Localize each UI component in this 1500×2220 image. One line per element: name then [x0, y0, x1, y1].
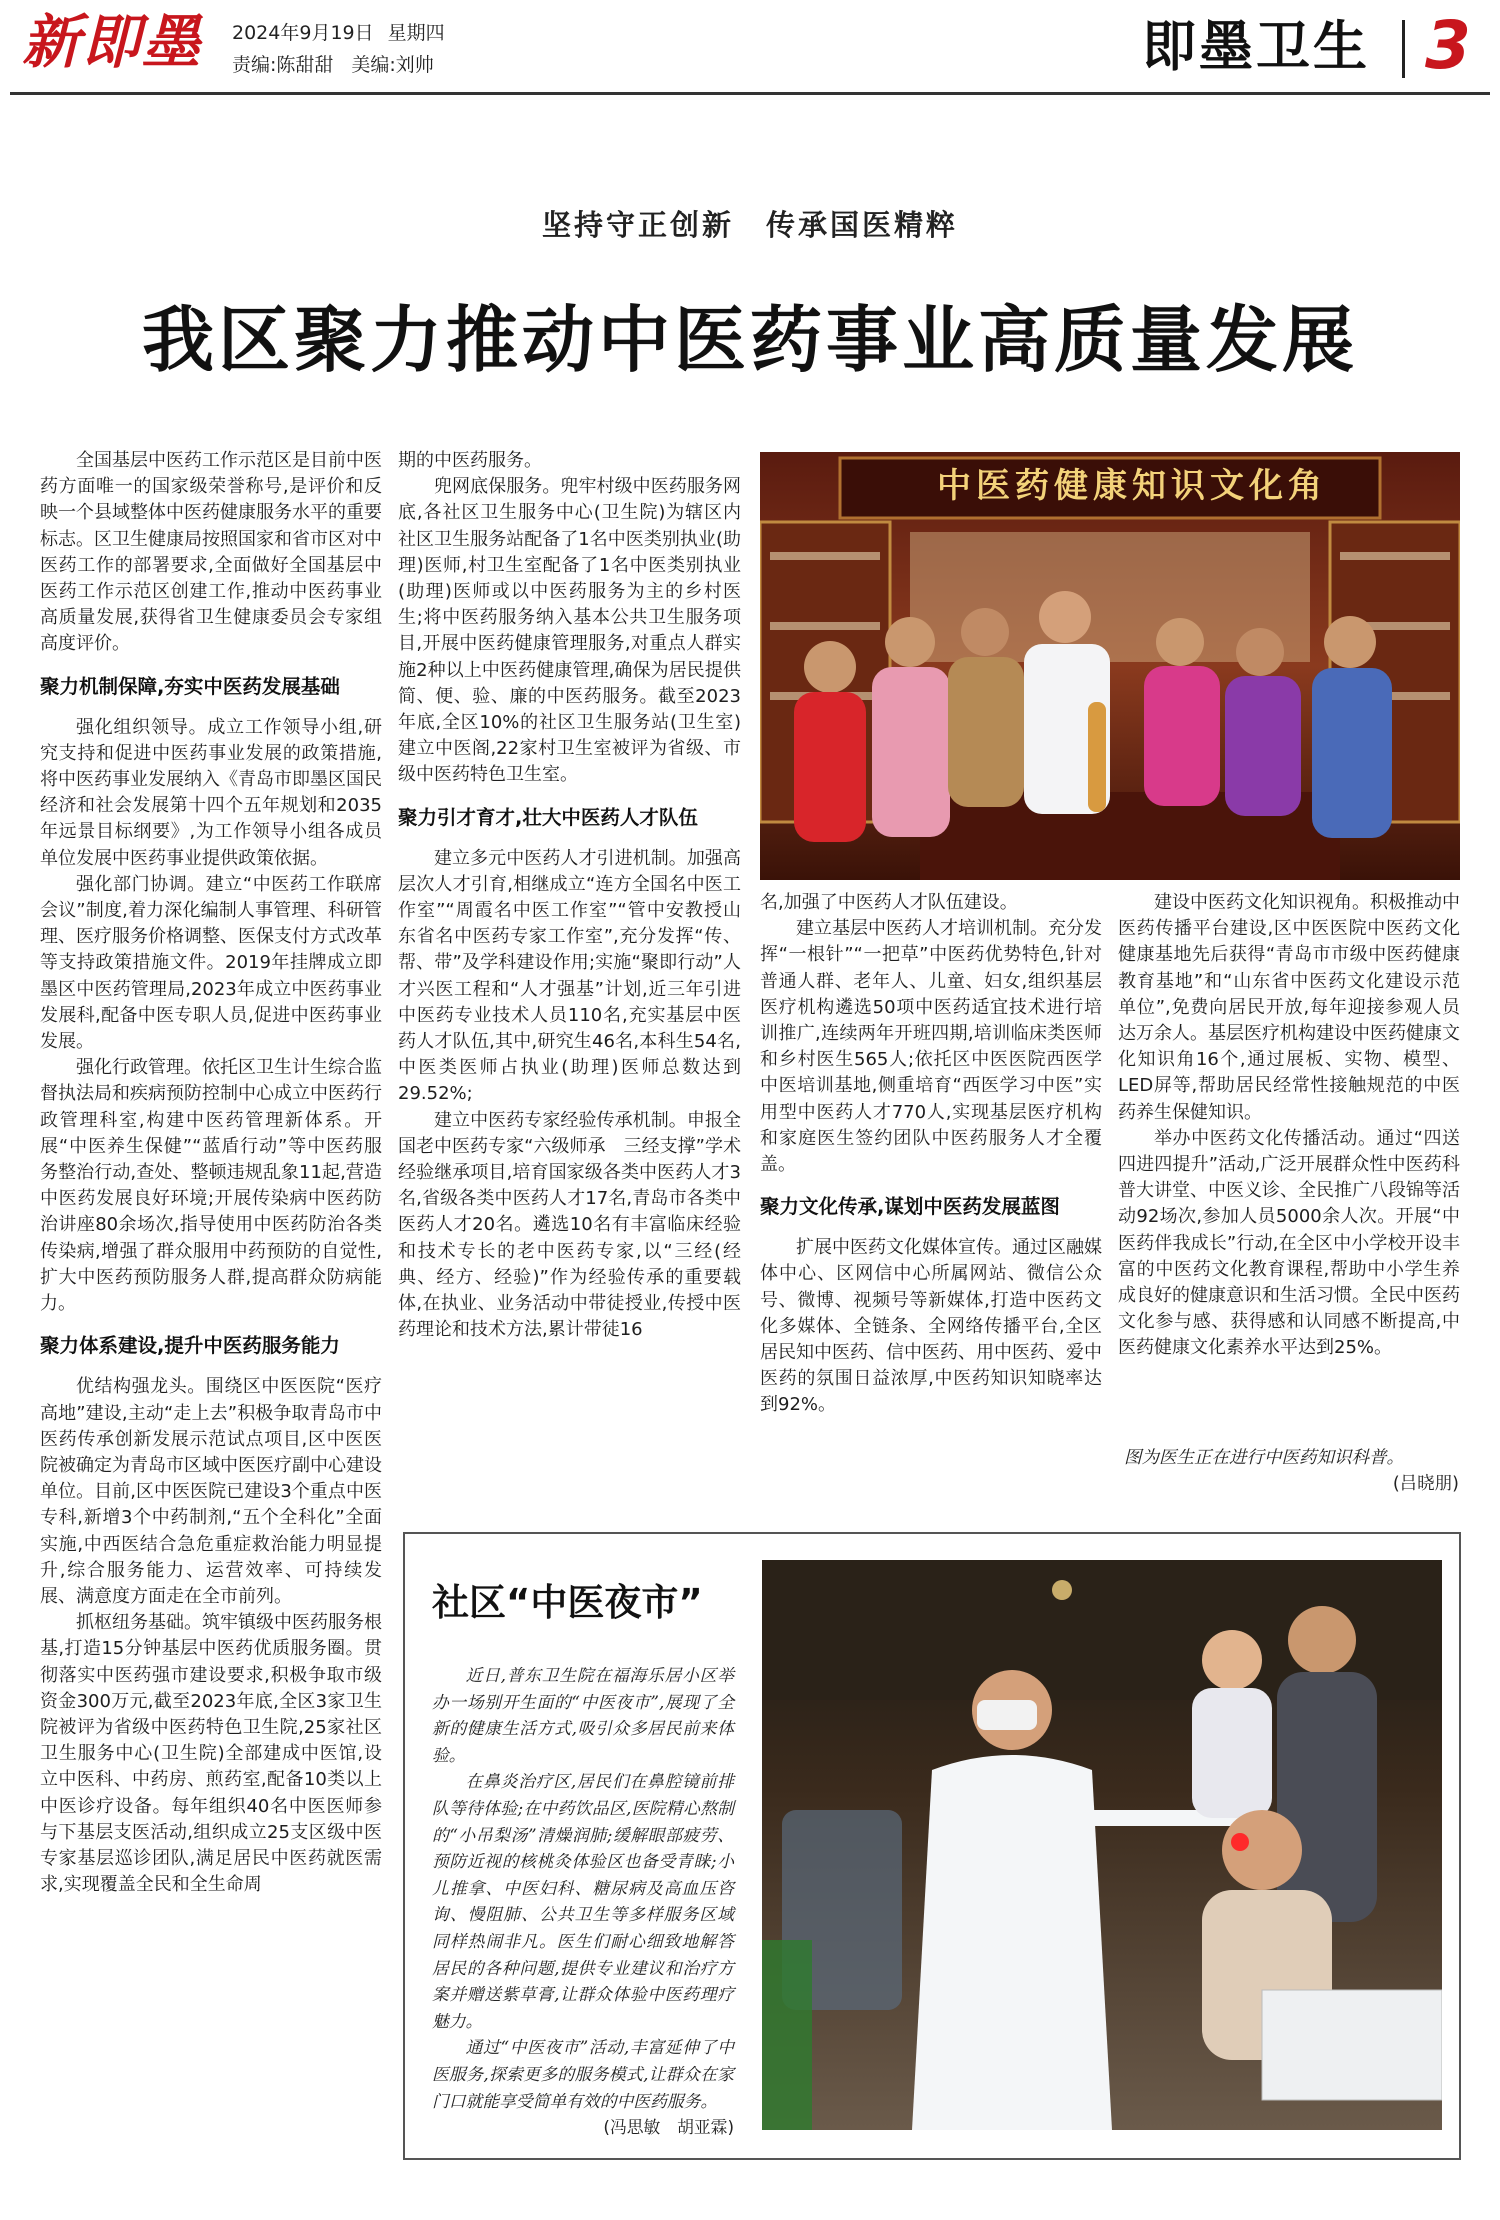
section-heading: 聚力文化传承,谋划中医药发展蓝图 [760, 1195, 1060, 1219]
article-subhead: 坚持守正创新 传承国医精粹 [541, 208, 958, 242]
page-number: 3 [1425, 7, 1471, 84]
paragraph: 强化行政管理。依托区卫生计生综合监督执法局和疾病预防控制中心成立中医药行政管理科室,构建中医药管理新体系。开展“中医养生保健”“蓝盾行动”等中医药服务整治行动,查处、整顿违规乱象11起,营造中医药发展良好环境;开展传染病中医药防治讲座80余场次,指导使用中医药防治各类传染病,增强了群众服用中药预防的自觉性,扩大中医药预防服务人群,提高群众防病能力。 [40, 1057, 382, 1315]
article-column-1 [40, 448, 382, 1898]
paragraph: 建立基层中医药人才培训机制。充分发挥“一根针”“一把草”中医药优势特色,针对普通人群、老年人、儿童、妇女,组织基层医疗机构遴选50项中医药适宜技术进行培训推广,连续两年开班四期,培训临床类医师和乡村医生565人;依托区中医医院西医学中医培训基地,侧重培育“西医学习中医”实用型中医药人才770人,实现基层医疗机构和家庭医生签约团队中医药服务人才全覆盖。 [760, 918, 1102, 1176]
article-headline: 我区聚力推动中医药事业高质量发展 [141, 298, 1358, 382]
photo-tcm-knowledge-corner [760, 452, 1460, 880]
date: 2024年9月19日 [232, 22, 374, 44]
paragraph: 近日,普东卫生院在福海乐居小区举办一场别开生面的“中医夜市”,展现了全新的健康生活方式,吸引众多居民前来体验。 [432, 1665, 734, 1765]
divider [1402, 20, 1405, 78]
paragraph: 期的中医药服务。 [398, 450, 542, 471]
photo-caption [1124, 1445, 1459, 1497]
paragraph: 建设中医药文化知识视角。积极推动中医药传播平台建设,区中医医院中医药文化健康基地先后获得“青岛市市级中医药健康教育基地”和“山东省中医药文化建设示范单位”,免费向居民开放,每年迎接参观人员达万余人。基层医疗机构建设中医药健康文化知识角16个,通过展板、实物、模型、LED屏等,帮助居民经常性接触规范的中医药养生保健知识。 [1118, 892, 1460, 1123]
masthead-rule [10, 92, 1490, 95]
knowledge-corner-sign: 中医药健康知识文化角 [937, 466, 1327, 506]
section-heading: 聚力引才育才,壮大中医药人才队伍 [398, 805, 698, 829]
section-heading: 聚力体系建设,提升中医药服务能力 [40, 1334, 340, 1358]
photo-tcm-night-market [762, 1560, 1442, 2130]
paragraph: 举办中医药文化传播活动。通过“四送四进四提升”活动,广泛开展群众性中医药科普大讲堂、中医义诊、全民推广八段锦等活动92场次,参加人员5000余人次。开展“中医药伴我成长”行动,在全区中小学校开设丰富的中医药文化教育课程,帮助中小学生养成良好的健康意识和生活习惯。全民中医药文化参与感、获得感和认同感不断提高,中医药健康文化素养水平达到25%。 [1118, 1127, 1460, 1359]
paragraph: 通过“中医夜市”活动,丰富延伸了中医服务,探索更多的服务模式,让群众在家门口就能享受简单有效的中医药服务。 [432, 2037, 734, 2111]
photo-credit: (吕晓朋) [1392, 1474, 1459, 1494]
masthead [0, 0, 1500, 95]
issue-date [232, 20, 459, 46]
paragraph: 全国基层中医药工作示范区是目前中医药方面唯一的国家级荣誉称号,是评价和反映一个县域整体中医药健康服务水平的重要标志。区卫生健康局按照国家和省市区对中医药工作的部署要求,全面做好全国基层中医药工作示范区创建工作,推动中医药事业高质量发展,获得省卫生健康委员会专家组高度评价。 [40, 450, 382, 655]
caption-text: 图为医生正在进行中医药知识科普。 [1124, 1448, 1404, 1468]
sidebox-body [432, 1662, 734, 2141]
sidebox-credit: (冯思敏 胡亚霖) [603, 2117, 734, 2138]
paragraph: 兜网底保服务。兜牢村级中医药服务网底,各社区卫生服务中心(卫生院)为辖区内社区卫生服务站配备了1名中医类别执业(助理)医师,村卫生室配备了1名中医类别执业(助理)医师或以中医药服务为主的乡村医生;将中医药服务纳入基本公共卫生服务项目,开展中医药健康管理服务,对重点人群实施2种以上中医药健康管理,确保为居民提供简、便、验、廉的中医药服务。截至2023年底,全区10%的社区卫生服务站(卫生室)建立中医阁,22家村卫生室被评为省级、市级中医药特色卫生室。 [398, 476, 741, 786]
paragraph: 强化部门协调。建立“中医药工作联席会议”制度,着力深化编制人事管理、科研管理、医疗服务价格调整、医保支付方式改革等支持政策措施文件。2019年挂牌成立即墨区中医药管理局,2023年成立中医药事业发展科,配备中医专职人员,促进中医药事业发展。 [40, 873, 382, 1053]
paragraph: 建立中医药专家经验传承机制。申报全国老中医药专家“六级师承 三经支撑”学术经验继承项目,培育国家级各类中医药人才3名,省级各类中医药人才17名,青岛市各类中医药人才20名。遴选10名有丰富临床经验和技术专长的老中医药专家,以“三经(经典、经方、经验)”作为经验传承的重要载体,在执业、业务活动中带徒授业,传授中医药理论和技术方法,累计带徒16 [398, 1109, 741, 1341]
paragraph: 强化组织领导。成立工作领导小组,研究支持和促进中医药事业发展的政策措施,将中医药事业发展纳入《青岛市即墨区国民经济和社会发展第十四个五年规划和2035年远景目标纲要》,为工作领导小组各成员单位发展中医药事业提供政策依据。 [40, 716, 382, 869]
paragraph: 名,加强了中医药人才队伍建设。 [760, 892, 1018, 913]
editor-credits [232, 52, 452, 78]
paragraph: 建立多元中医药人才引进机制。加强高层次人才引育,相继成立“连方全国名中医工作室”“周霞名中医工作室”“管中安教授山东省名中医药专家工作室”,充分发挥“传、帮、带”及学科建设作用;实施“聚即行动”人才兴医工程和“人才强基”计划,近三年引进中医药专业技术人员110名,充实基层中医药人才队伍,其中,研究生46名,本科生54名,中医类医师占执业(助理)医师总数达到29.52%; [398, 847, 741, 1105]
sidebox-title: 社区“中医夜市” [432, 1581, 703, 1624]
newspaper-logo: 新即墨 [22, 8, 203, 76]
paragraph: 抓枢纽务基础。筑牢镇级中医药服务根基,打造15分钟基层中医药优质服务圈。贯彻落实中医药强市建设要求,积极争取市级资金300万元,截至2023年底,全区3家卫生院被评为省级中医药特色卫生院,25家社区卫生服务中心(卫生院)全部建成中医馆,设立中医科、中药房、煎药室,配备10类以上中医诊疗设备。每年组织40名中医医师参与下基层支医活动,组织成立25支区级中医专家基层巡诊团队,满足居民中医药就医需求,实现覆盖全民和全生命周 [40, 1612, 382, 1896]
designer: 美编:刘帅 [351, 54, 434, 76]
article-column-2 [398, 448, 741, 1344]
paragraph: 扩展中医药文化媒体宣传。通过区融媒体中心、区网信中心所属网站、微信公众号、微博、视频号等新媒体,打造中医药文化多媒体、全链条、全网络传播平台,全区居民知中医药、信中医药、用中医药、爱中医药的氛围日益浓厚,中医药知识知晓率达到92%。 [760, 1237, 1102, 1416]
paragraph: 优结构强龙头。围绕区中医医院“医疗高地”建设,主动“走上去”积极争取青岛市中医药传承创新发展示范试点项目,区中医医院被确定为青岛市区域中医医疗副中心建设单位。目前,区中医医院已建设3个重点中医专科,新增3个中药制剂,“五个全科化”全面实施,中西医结合急危重症救治能力明显提升,综合服务能力、运营效率、可持续发展、满意度方面走在全市前列。 [40, 1376, 382, 1607]
article-column-4 [1118, 890, 1460, 1362]
paragraph: 在鼻炎治疗区,居民们在鼻腔镜前排队等待体验;在中药饮品区,医院精心熬制的“小吊梨汤”清燥润肺;缓解眼部疲劳、预防近视的核桃灸体验区也备受青睐;小儿推拿、中医妇科、糖尿病及高血压咨询、慢阻肺、公共卫生等多样服务区域同样热闹非凡。医生们耐心细致地解答居民的各种问题,提供专业建议和治疗方案并赠送紫草膏,让群众体验中医药理疗魅力。 [432, 1771, 734, 2031]
section-title: 即墨卫生 [1142, 15, 1370, 78]
article-column-3 [760, 890, 1102, 1419]
weekday: 星期四 [387, 22, 445, 44]
editor: 责编:陈甜甜 [232, 54, 334, 76]
section-heading: 聚力机制保障,夯实中医药发展基础 [40, 674, 340, 698]
